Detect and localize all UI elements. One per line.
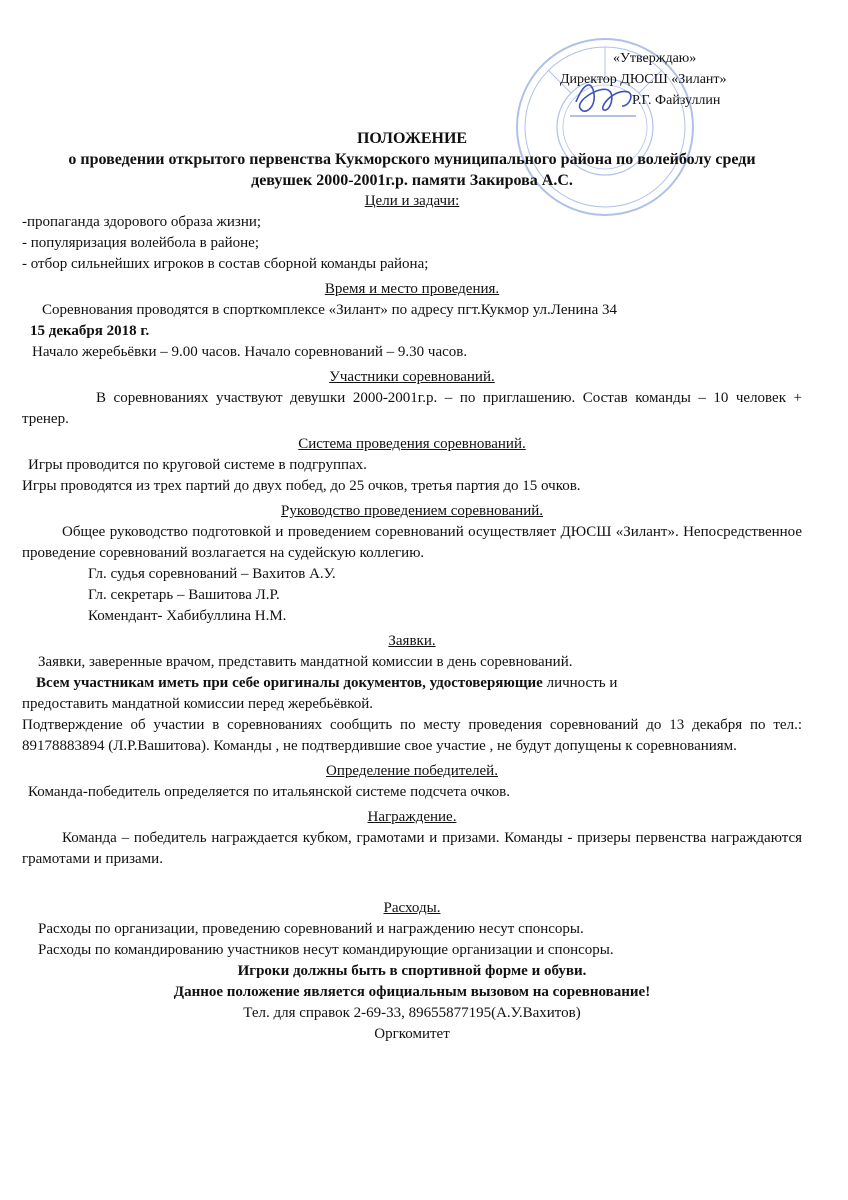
document-subtitle-1: о проведении открытого первенства Кукморского муниципального района по волейболу среди bbox=[68, 151, 756, 168]
goals-item-2: - популяризация волейбола в районе; bbox=[22, 235, 259, 251]
applications-heading: Заявки. bbox=[388, 633, 436, 649]
applications-line-1: Заявки, заверенные врачом, представить мандатной комиссии в день соревнований. bbox=[38, 654, 573, 670]
expenses-heading: Расходы. bbox=[383, 900, 441, 916]
document-body bbox=[22, 128, 802, 1045]
approval-block bbox=[560, 48, 760, 111]
goals-heading: Цели и задачи: bbox=[364, 193, 460, 209]
event-date: 15 декабря 2018 г. bbox=[30, 323, 150, 339]
commandant: Комендант- Хабибуллина Н.М. bbox=[88, 608, 287, 624]
awards-heading: Награждение. bbox=[367, 809, 457, 825]
start-time-text: Начало жеребьёвки – 9.00 часов. Начало соревнований – 9.30 часов. bbox=[32, 344, 468, 360]
goals-item-1: -пропаганда здорового образа жизни; bbox=[22, 214, 262, 230]
system-heading: Система проведения соревнований. bbox=[298, 436, 526, 452]
venue-text: Соревнования проводятся в спорткомплексе «Зилант» по адресу пгт.Кукмор ул.Ленина 34 bbox=[42, 302, 617, 318]
goals-item-3: - отбор сильнейших игроков в состав сборной команды района; bbox=[22, 256, 429, 272]
expenses-line-1: Расходы по организации, проведению соревнований и награждению несут спонсоры. bbox=[38, 921, 584, 937]
approval-line-director: Директор ДЮСШ «Зилант» bbox=[560, 72, 727, 87]
approval-line-approve: «Утверждаю» bbox=[613, 51, 697, 66]
winners-heading: Определение победителей. bbox=[326, 763, 498, 779]
uniform-notice: Игроки должны быть в спортивной форме и обуви. bbox=[237, 963, 587, 979]
applications-line-3: предоставить мандатной комиссии перед жеребьёвкой. bbox=[22, 696, 374, 712]
system-line-2: Игры проводятся из трех партий до двух побед, до 25 очков, третья партия до 15 очков. bbox=[22, 478, 581, 494]
management-text: Общее руководство подготовкой и проведением соревнований осуществляет ДЮСШ «Зилант». Непосредственное проведение соревнований возлагается на судейскую коллегию. bbox=[22, 524, 802, 561]
reference-phone: Тел. для справок 2-69-33, 89655877195(А.У.Вахитов) bbox=[243, 1005, 581, 1021]
time-place-heading: Время и место проведения. bbox=[324, 281, 500, 297]
participants-heading: Участники соревнований. bbox=[329, 369, 495, 385]
applications-line-2 bbox=[22, 673, 802, 694]
organizing-committee: Оргкомитет bbox=[374, 1026, 450, 1042]
document-subtitle-2: девушек 2000-2001г.р. памяти Закирова А.С. bbox=[251, 172, 573, 189]
chief-secretary: Гл. секретарь – Вашитова Л.Р. bbox=[88, 587, 280, 603]
chief-judge: Гл. судья соревнований – Вахитов А.У. bbox=[88, 566, 336, 582]
approval-line-name: Р.Г. Файзуллин bbox=[632, 93, 721, 108]
winners-text: Команда-победитель определяется по итальянской системе подсчета очков. bbox=[28, 784, 511, 800]
expenses-line-2: Расходы по командированию участников несут командирующие организации и спонсоры. bbox=[38, 942, 614, 958]
participants-text: В соревнованиях участвуют девушки 2000-2001г.р. – по приглашению. Состав команды – 10 человек + тренер. bbox=[22, 390, 802, 427]
management-heading: Руководство проведением соревнований. bbox=[280, 503, 544, 519]
applications-rest-text: личность и bbox=[542, 675, 618, 691]
system-line-1: Игры проводится по круговой системе в подгруппах. bbox=[28, 457, 367, 473]
official-call-notice: Данное положение является официальным вызовом на соревнование! bbox=[173, 984, 651, 1000]
applications-bold-text: Всем участникам иметь при себе оригиналы документов, удостоверяющие bbox=[36, 675, 543, 691]
document-title: ПОЛОЖЕНИЕ bbox=[356, 130, 468, 147]
confirmation-text: Подтверждение об участии в соревнованиях сообщить по месту проведения соревнований до 13 декабря по тел.: 89178883894 (Л.Р.Вашитова). Команды , не подтвердившие свое участие , не будут допущены к соревнованиям. bbox=[22, 717, 802, 754]
awards-text: Команда – победитель награждается кубком, грамотами и призами. Команды - призеры первенства награждаются грамотами и призами. bbox=[22, 830, 802, 867]
